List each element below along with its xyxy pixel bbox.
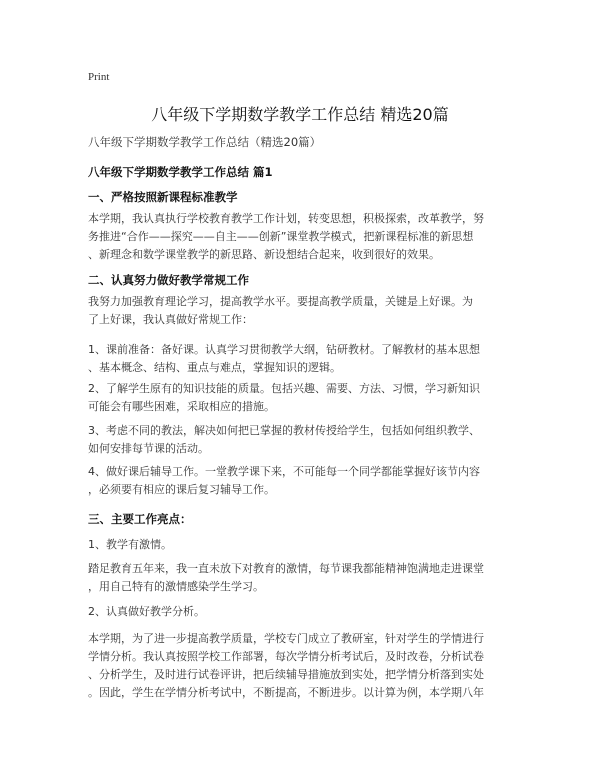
paragraph-line: 2、了解学生原有的知识技能的质量。包括兴趣、需要、方法、习惯，学习新知识: [88, 382, 480, 395]
paragraph-line: 本学期，我认真执行学校教育教学工作计划，转变思想，积极探索，改革教学，努: [88, 212, 484, 225]
section3-point-2: 2、认真做好教学分析。: [88, 605, 205, 618]
paragraph-line: 、基本概念、结构、重点与难点，掌握知识的逻辑。: [88, 361, 341, 374]
paragraph-line: 如何安排每节课的活动。: [88, 442, 209, 455]
section1-heading: 一、严格按照新课程标准教学: [88, 190, 238, 204]
paragraph-line: 。因此，学生在学情分析考试中，不断提高，不断进步。以计算为例，本学期八年: [88, 686, 484, 699]
paragraph-line: 、分析学生，及时进行试卷评讲，把后续辅导措施放到实处，把学情分析落到实处: [88, 668, 484, 681]
section2-item-3: [88, 422, 520, 458]
section3-heading: 三、主要工作亮点：: [88, 512, 192, 526]
section1-paragraph: [88, 210, 520, 264]
section2-intro: [88, 293, 520, 329]
paragraph-line: 3、考虑不同的教法，解决如何把已掌握的教材传授给学生，包括如何组织教学、: [88, 424, 480, 437]
document-subtitle: 八年级下学期数学教学工作总结（精选20篇）: [88, 135, 322, 149]
paragraph-line: 、新理念和数学课堂教学的新思路、新设想结合起来，收到很好的效果。: [88, 248, 440, 261]
paragraph-line: 学情分析。我认真按照学校工作部署，每次学情分析考试后，及时改卷，分析试卷: [88, 650, 484, 663]
document-title: 八年级下学期数学教学工作总结 精选20篇: [151, 105, 449, 124]
section2-item-1: [88, 341, 520, 377]
paragraph-line: ，用自己特有的激情感染学生学习。: [88, 580, 264, 593]
paragraph-line: 1、课前准备：备好课。认真学习贯彻教学大纲，钻研教材。了解教材的基本思想: [88, 343, 480, 356]
section3-point-1-text: [88, 560, 520, 596]
paragraph-line: 我努力加强教育理论学习，提高教学水平。要提高教学质量，关键是上好课。为: [88, 295, 473, 308]
paragraph-line: 本学期，为了进一步提高教学质量，学校专门成立了教研室，针对学生的学情进行: [88, 632, 484, 645]
part-heading: 八年级下学期数学教学工作总结 篇1: [88, 165, 273, 179]
section2-item-4: [88, 463, 520, 499]
section3-point-2-text: [88, 630, 520, 702]
paragraph-line: 4、做好课后辅导工作。一堂教学课下来，不可能每一个同学都能掌握好该节内容: [88, 465, 480, 478]
paragraph-line: 务推进“合作——探究——自主——创新”课堂教学模式，把新课程标准的新思想: [88, 230, 474, 243]
section2-heading: 二、认真努力做好教学常规工作: [88, 273, 249, 287]
paragraph-line: 可能会有哪些困难，采取相应的措施。: [88, 400, 275, 413]
print-label[interactable]: Print: [88, 71, 110, 83]
paragraph-line: 了上好课，我认真做好常规工作：: [88, 313, 253, 326]
section2-item-2: [88, 380, 520, 416]
paragraph-line: ，必须要有相应的课后复习辅导工作。: [88, 483, 275, 496]
section3-point-1: 1、教学有激情。: [88, 538, 172, 551]
paragraph-line: 踏足教育五年来，我一直未放下对教育的激情，每节课我都能精神饱满地走进课堂: [88, 562, 484, 575]
